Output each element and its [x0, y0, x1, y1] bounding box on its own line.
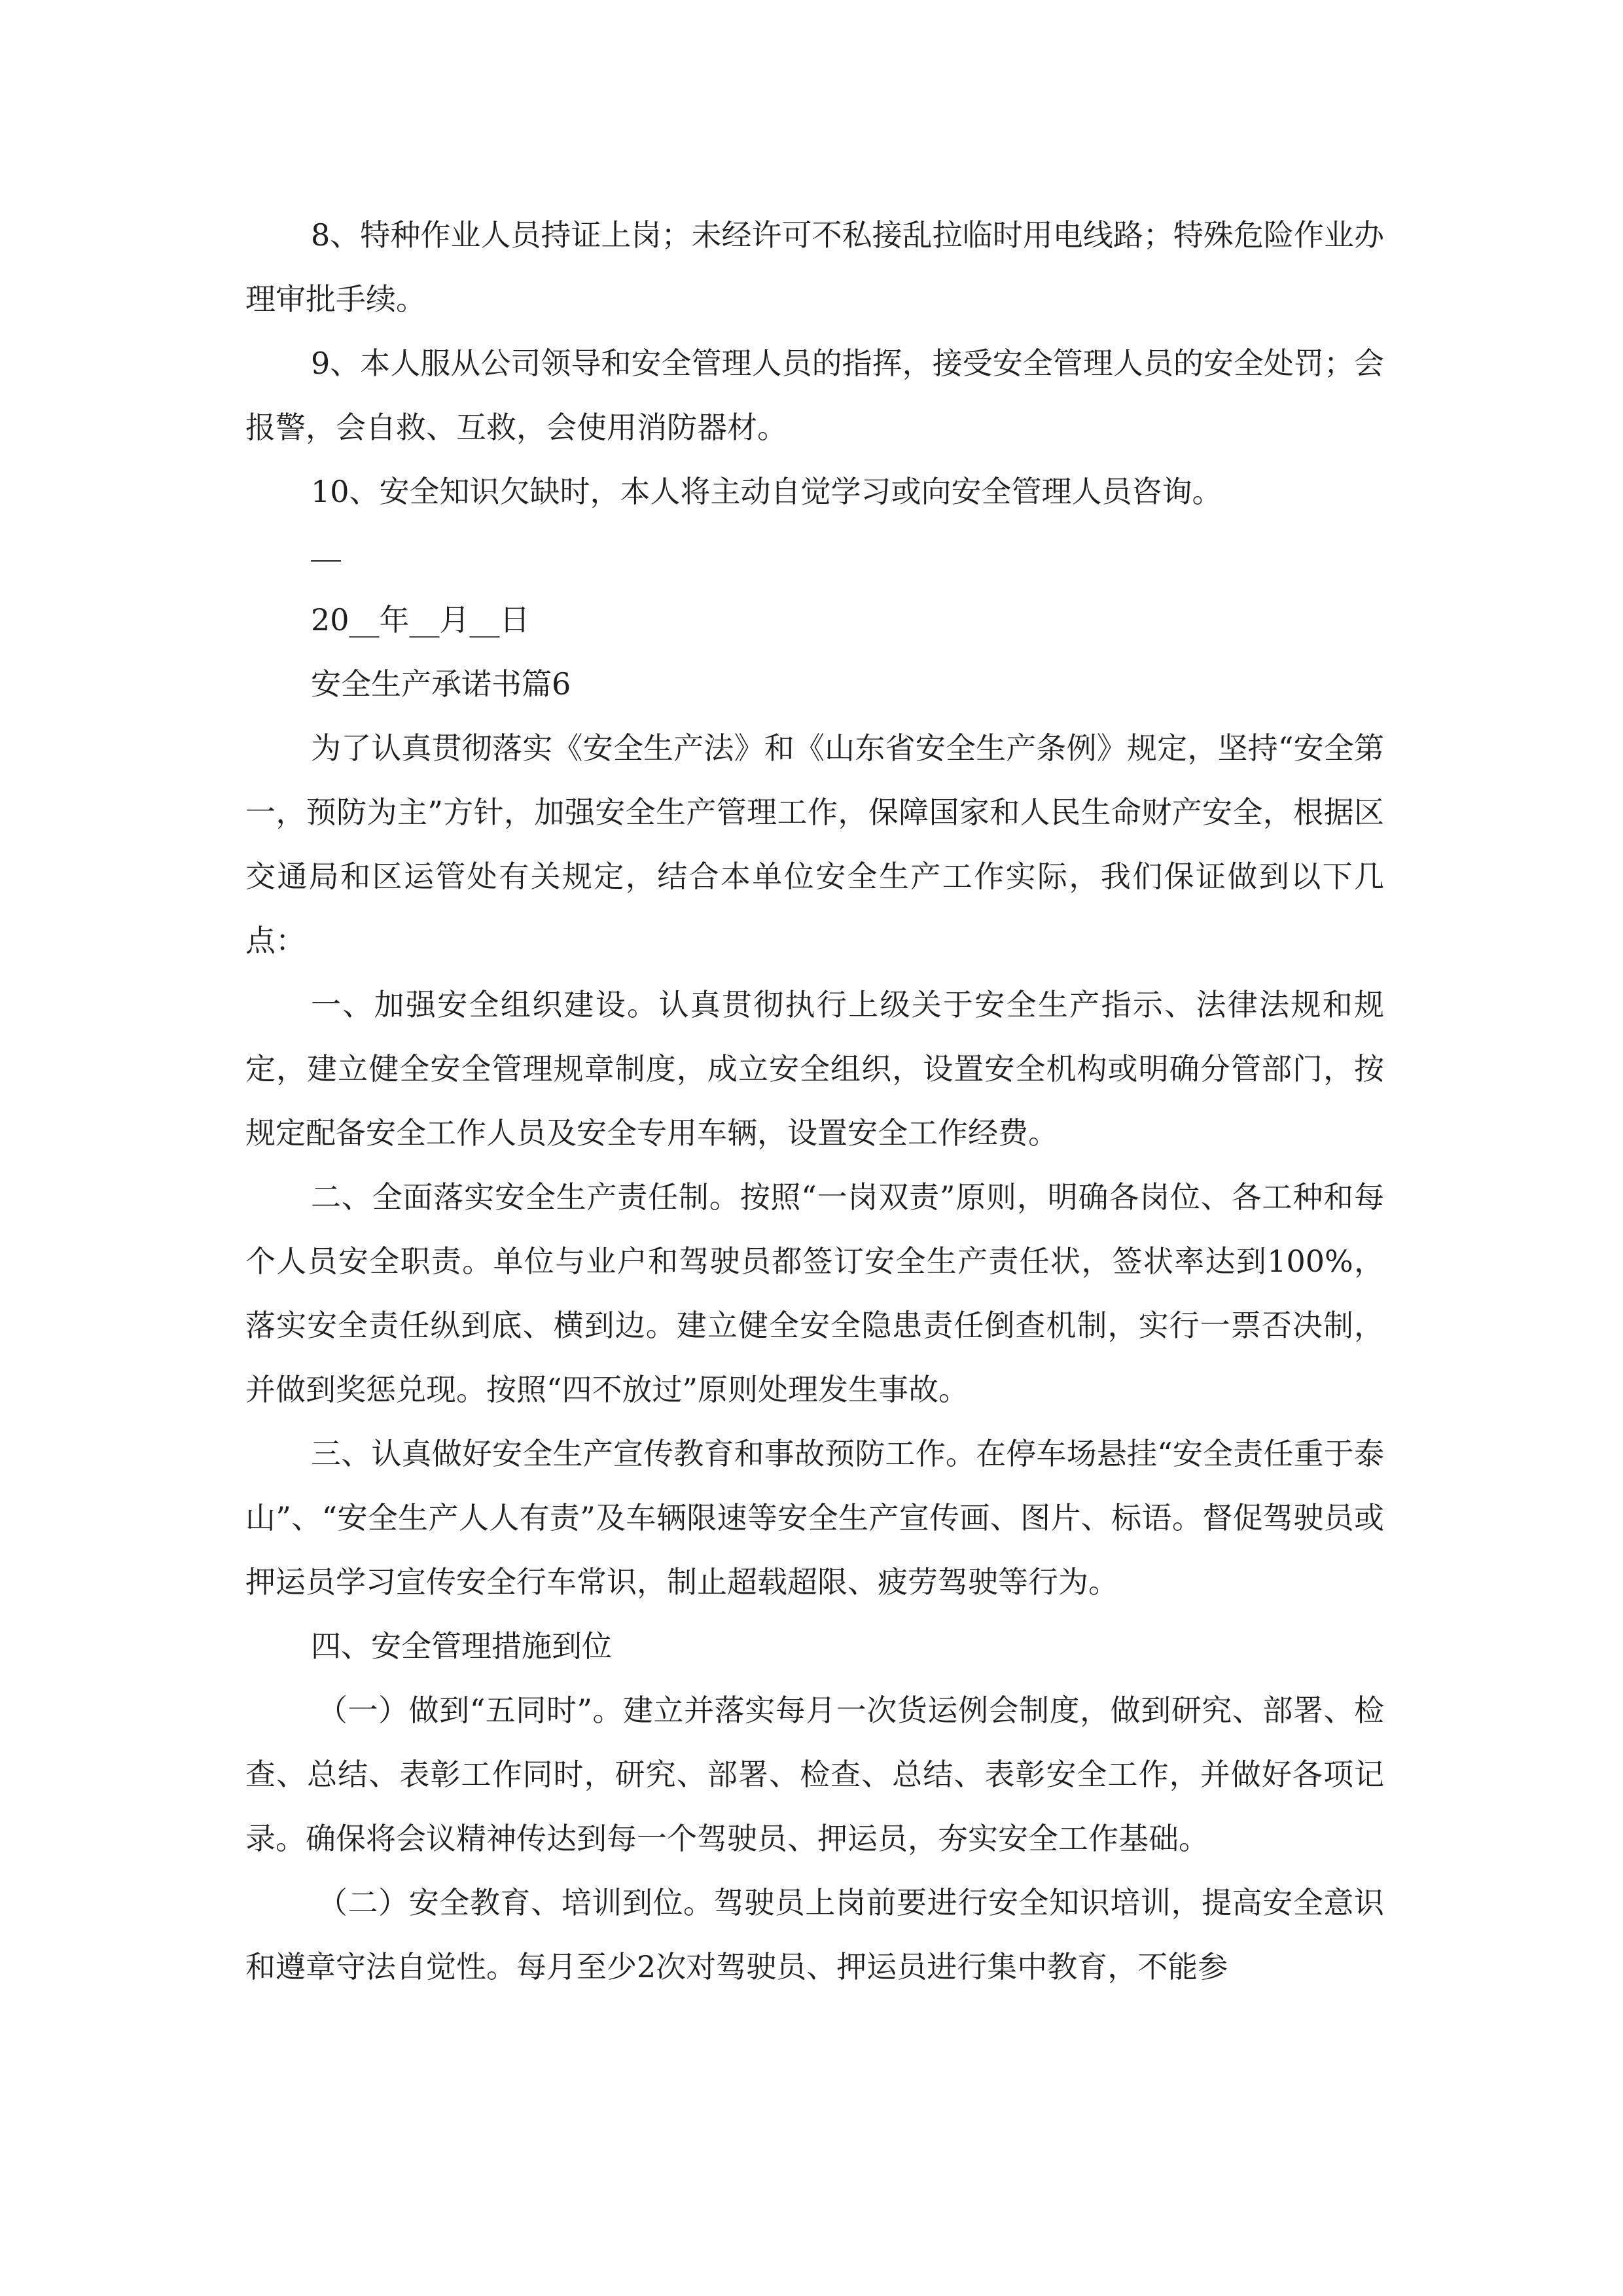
clause-three: 三、认真做好安全生产宣传教育和事故预防工作。在停车场悬挂“安全责任重于泰山”、“安全生产人人有责”及车辆限速等安全生产宣传画、图片、标语。督促驾驶员或押运员学习宣传安全行车常识，制止超载超限、疲劳驾驶等行为。: [245, 1436, 1384, 1600]
paragraph-item-8: 8、特种作业人员持证上岗；未经许可不私接乱拉临时用电线路；特殊危险作业办理审批手续。: [245, 217, 1384, 317]
clause-two: 二、全面落实安全生产责任制。按照“一岗双责”原则，明确各岗位、各工种和每个人员安全职责。单位与业户和驾驶员都签订安全生产责任状，签状率达到100%，落实安全责任纵到底、横到边。建立健全安全隐患责任倒查机制，实行一票否决制，并做到奖惩兑现。按照“四不放过”原则处理发生事故。: [245, 1179, 1384, 1407]
clause-four: 四、安全管理措施到位: [311, 1628, 612, 1664]
document-body: [245, 203, 1384, 1999]
signature-blank-line: [245, 524, 1384, 588]
paragraph-item-10: 10、安全知识欠缺时，本人将主动自觉学习或向安全管理人员咨询。: [311, 474, 1222, 509]
clause-four-sub-two: （二）安全教育、培训到位。驾驶员上岗前要进行安全知识培训，提高安全意识和遵章守法自觉性。每月至少2次对驾驶员、押运员进行集中教育，不能参: [245, 1885, 1384, 1984]
section-heading: 安全生产承诺书篇6: [311, 666, 571, 702]
intro-paragraph: 为了认真贯彻落实《安全生产法》和《山东省安全生产条例》规定，坚持“安全第一，预防为主”方针，加强安全生产管理工作，保障国家和人民生命财产安全，根据区交通局和区运管处有关规定，结合本单位安全生产工作实际，我们保证做到以下几点：: [245, 730, 1384, 958]
date-line: 20__年__月__日: [311, 602, 530, 637]
clause-four-sub-one: （一）做到“五同时”。建立并落实每月一次货运例会制度，做到研究、部署、检查、总结、表彰工作同时，研究、部署、检查、总结、表彰安全工作，并做好各项记录。确保将会议精神传达到每一个驾驶员、押运员，夯实安全工作基础。: [245, 1693, 1384, 1856]
paragraph-item-9: 9、本人服从公司领导和安全管理人员的指挥，接受安全管理人员的安全处罚；会报警，会自救、互救，会使用消防器材。: [245, 346, 1384, 445]
signature-underline: [311, 555, 341, 562]
clause-one: 一、加强安全组织建设。认真贯彻执行上级关于安全生产指示、法律法规和规定，建立健全安全管理规章制度，成立安全组织，设置安全机构或明确分管部门，按规定配备安全工作人员及安全专用车辆，设置安全工作经费。: [245, 987, 1384, 1151]
